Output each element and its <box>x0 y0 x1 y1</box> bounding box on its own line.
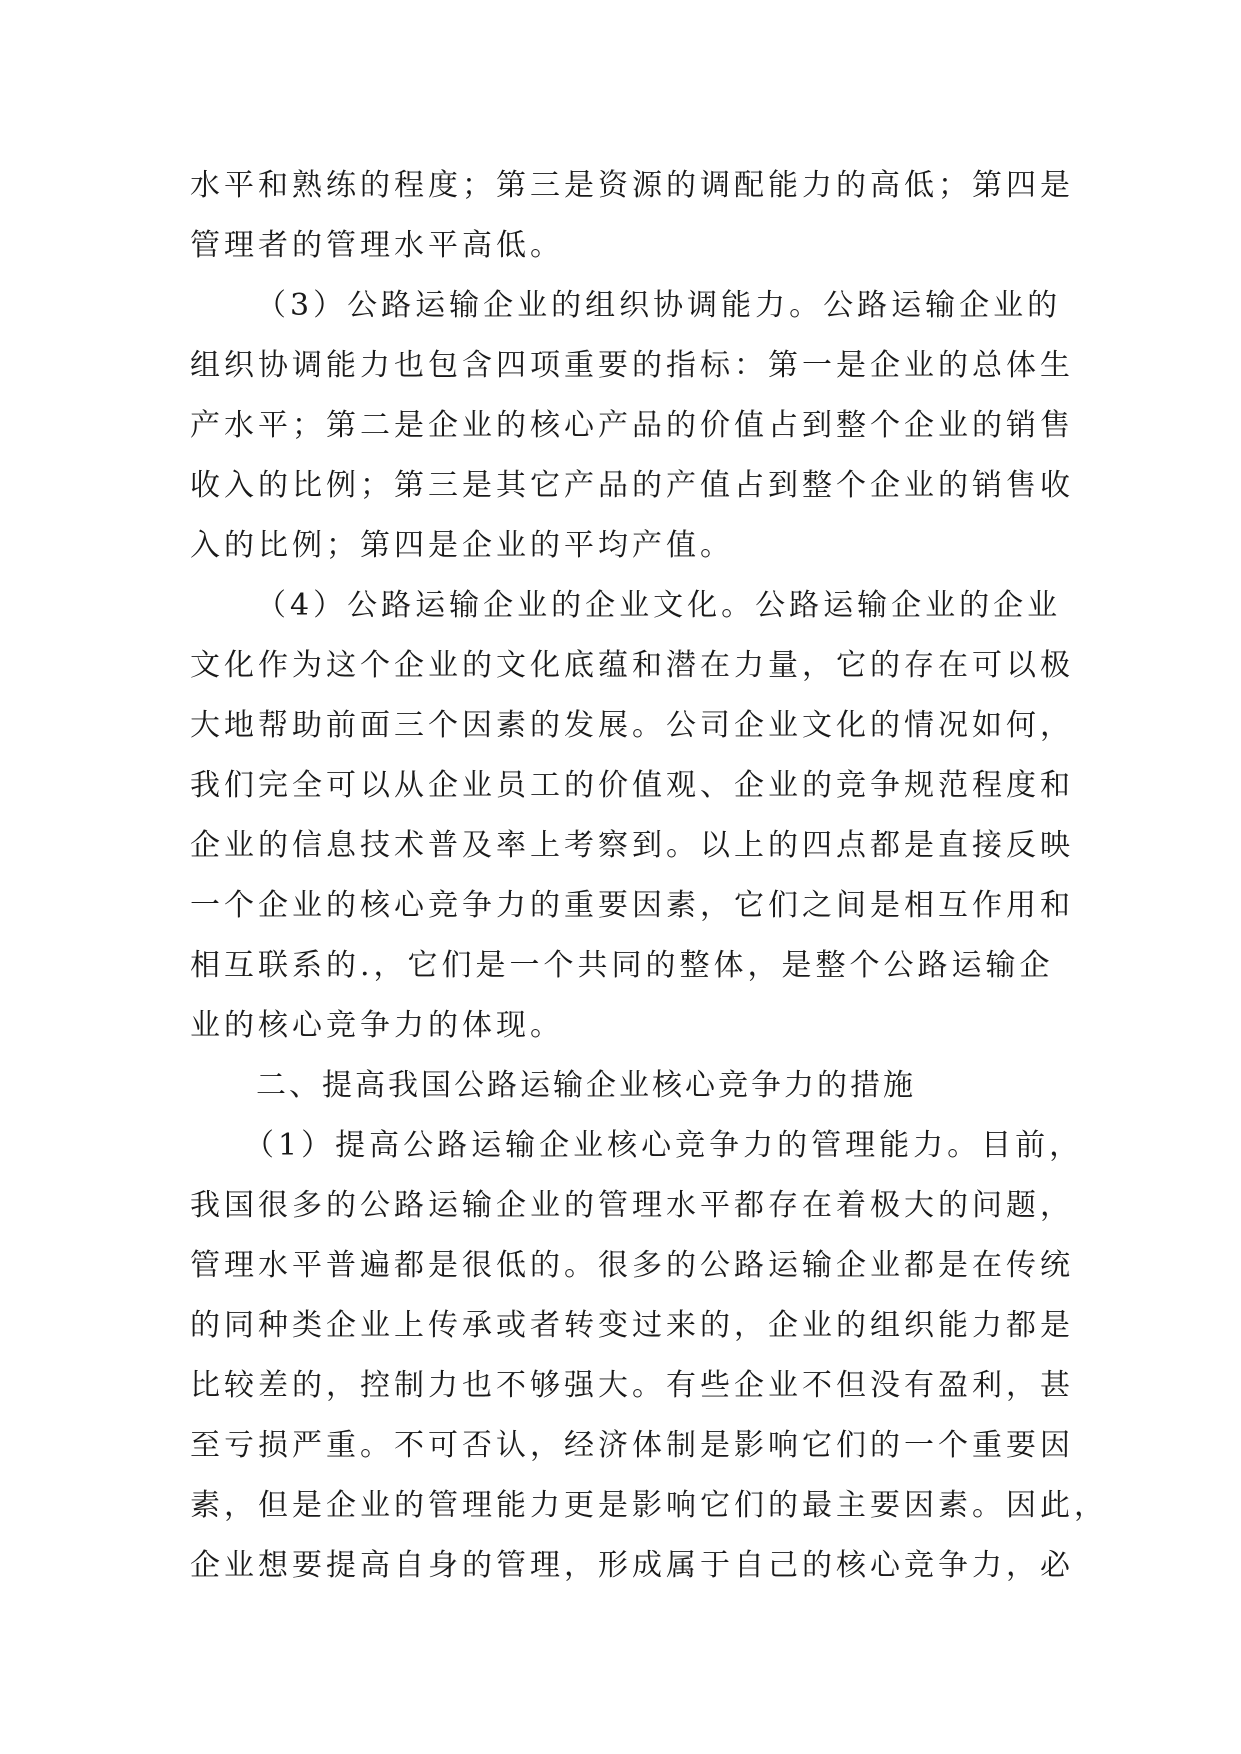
text-line: 水平和熟练的程度；第三是资源的调配能力的高低；第四是 <box>190 168 1074 203</box>
text-line: 企业的信息技术普及率上考察到。以上的四点都是直接反映 <box>190 828 1074 863</box>
text-line: 大地帮助前面三个因素的发展。公司企业文化的情况如何， <box>190 708 1074 743</box>
text-line: 入的比例；第四是企业的平均产值。 <box>190 528 734 563</box>
text-line: 的同种类企业上传承或者转变过来的，企业的组织能力都是 <box>190 1308 1074 1343</box>
text-line: 比较差的，控制力也不够强大。有些企业不但没有盈利，甚 <box>190 1368 1074 1403</box>
text-line: 企业想要提高自身的管理，形成属于自己的核心竞争力，必 <box>190 1548 1074 1583</box>
paragraph-start-line: （4）公路运输企业的企业文化。公路运输企业的企业 <box>256 588 1062 623</box>
text-line: 相互联系的.，它们是一个共同的整体，是整个公路运输企 <box>190 948 1054 983</box>
text-line: 素，但是企业的管理能力更是影响它们的最主要因素。因此， <box>190 1488 1108 1523</box>
text-line: 至亏损严重。不可否认，经济体制是影响它们的一个重要因 <box>190 1428 1074 1463</box>
text-line: 产水平；第二是企业的核心产品的价值占到整个企业的销售 <box>190 408 1074 443</box>
text-line: 我们完全可以从企业员工的价值观、企业的竞争规范程度和 <box>190 768 1074 803</box>
text-line: 文化作为这个企业的文化底蕴和潜在力量，它的存在可以极 <box>190 648 1074 683</box>
text-line: 组织协调能力也包含四项重要的指标：第一是企业的总体生 <box>190 348 1074 383</box>
text-line: 收入的比例；第三是其它产品的产值占到整个企业的销售收 <box>190 468 1074 503</box>
section-heading: 二、提高我国公路运输企业核心竞争力的措施 <box>256 1068 916 1103</box>
text-line: 管理者的管理水平高低。 <box>190 228 564 263</box>
text-line: 我国很多的公路运输企业的管理水平都存在着极大的问题， <box>190 1188 1074 1223</box>
text-line: 管理水平普遍都是很低的。很多的公路运输企业都是在传统 <box>190 1248 1074 1283</box>
text-line: 一个企业的核心竞争力的重要因素，它们之间是相互作用和 <box>190 888 1074 923</box>
text-line: 业的核心竞争力的体现。 <box>190 1008 564 1043</box>
paragraph-start-line: （3）公路运输企业的组织协调能力。公路运输企业的 <box>256 288 1062 323</box>
paragraph-start-line: （1）提高公路运输企业核心竞争力的管理能力。目前， <box>244 1128 1084 1163</box>
